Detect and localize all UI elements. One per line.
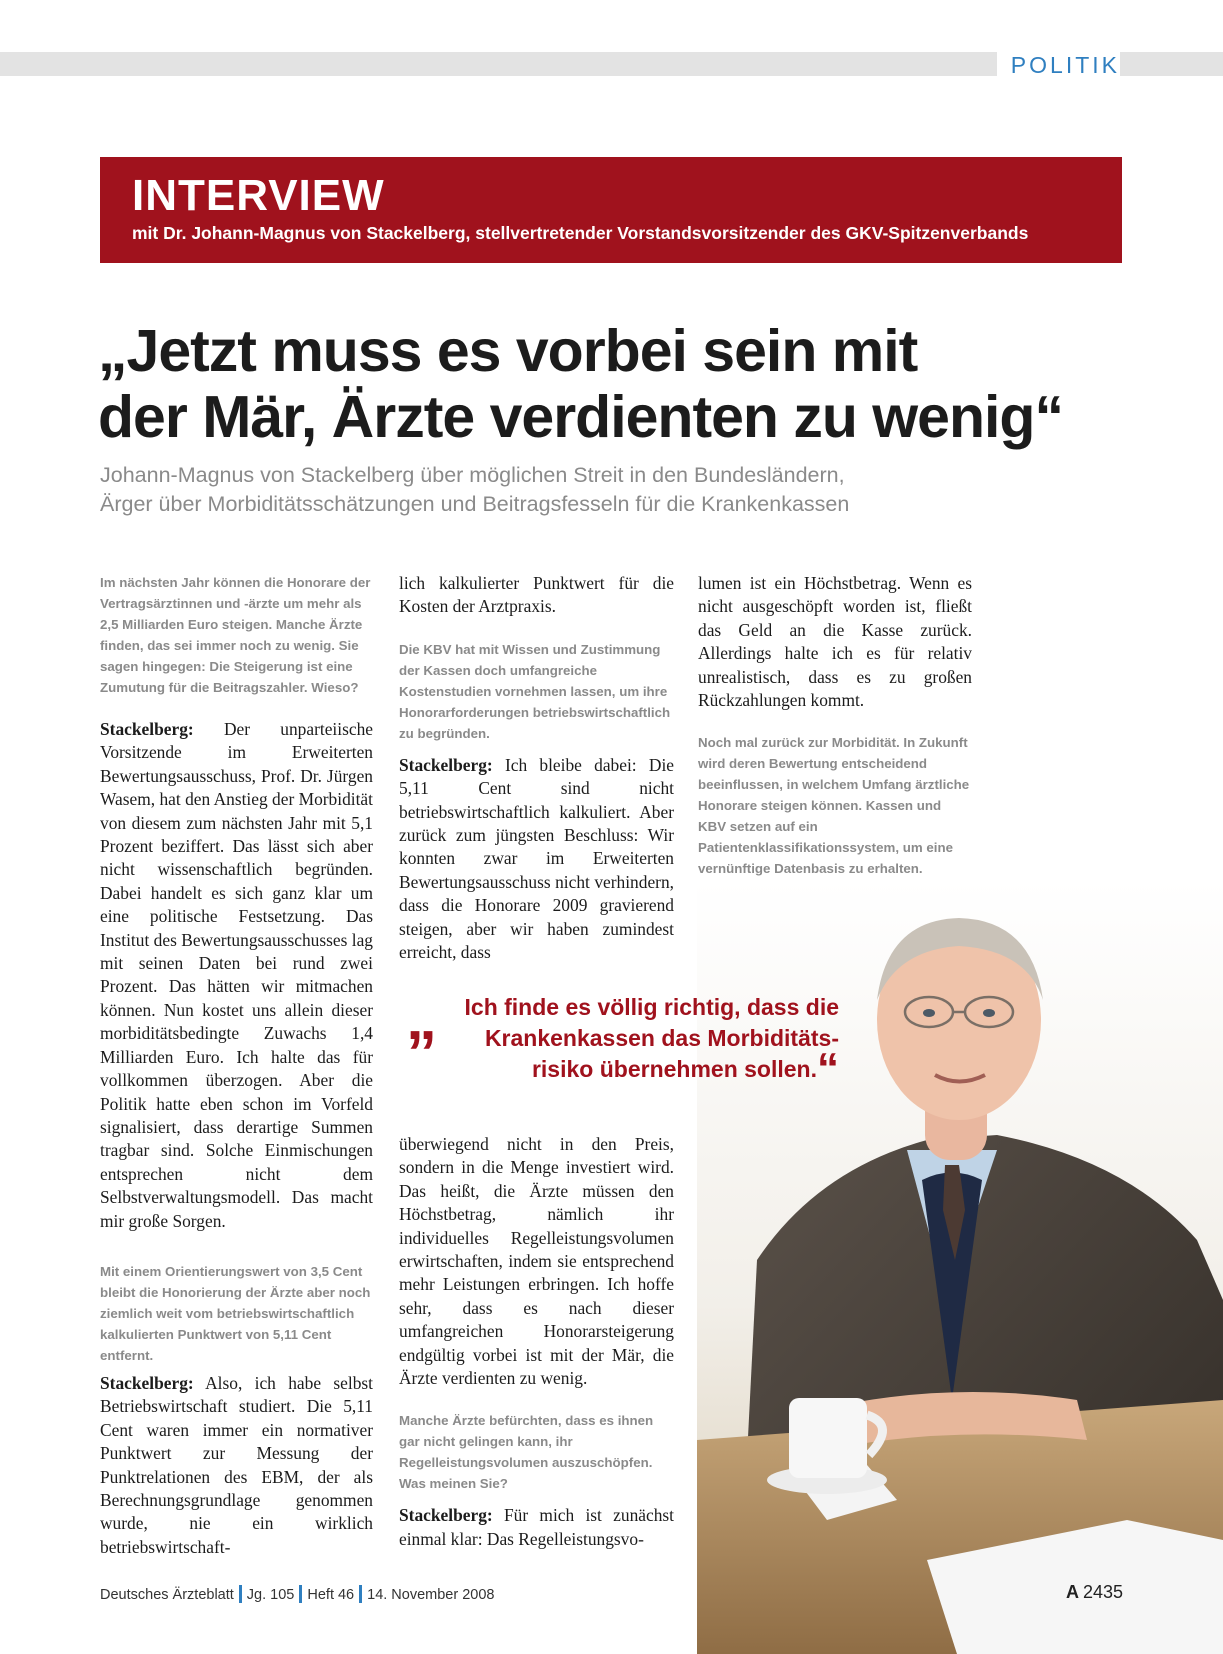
article-column-2 — [399, 572, 674, 964]
answer — [399, 754, 674, 965]
page-prefix: A — [1065, 1582, 1079, 1602]
question: Manche Ärzte befürchten, dass es ihnen gar nicht gelingen kann, ihr Regelleistungsvolumen auszuschöpfen. Was meinen Sie? — [399, 1413, 654, 1492]
answer-text: Ich bleibe dabei: Die 5,11 Cent sind nicht betriebswirtschaftlich kalkuliert. Aber zurück zum jüngsten Beschluss: Wir konnten zwar im Erweiterten Bewertungsausschuss nicht verhindern, dass die Honorare 2009 gravierend steigen, aber wir haben zumindest erreicht, dass — [399, 754, 674, 963]
headline-line-1: „Jetzt muss es vorbei sein mit — [98, 318, 918, 384]
footer-separator — [359, 1585, 362, 1603]
journal-volume: Jg. 105 — [246, 1587, 295, 1603]
interview-banner — [100, 157, 1122, 263]
banner-title: INTERVIEW — [132, 171, 385, 220]
article-column-2-continued — [399, 1133, 674, 1551]
page-number-value: 2435 — [1082, 1582, 1123, 1602]
question: Die KBV hat mit Wissen und Zustimmung der Kassen doch umfangreiche Kostenstudien vornehmen lassen, um ihre Honorarforderungen betriebswirtschaftlich zu begründen. — [399, 641, 671, 741]
answer-text: Also, ich habe selbst Betriebswirtschaft studiert. Die 5,11 Cent waren immer ein normativer Punktwert zur Messung der Punktrelationen des EBM, der als Berechnungsgrundlage genommen wurde, nie ein wirklich betriebswirtschaft- — [100, 1372, 374, 1557]
question: Im nächsten Jahr können die Honorare der Vertragsärztinnen und -ärzte um mehr als 2,5 Milliarden Euro steigen. Manche Ärzte finden, das sei immer noch zu wenig. Sie sagen hingegen: Die Steigerung ist eine Zumutung für die Beitragszahler. Wieso? — [100, 575, 371, 695]
answer — [100, 718, 373, 1233]
speaker-label: Stackelberg: — [399, 754, 493, 775]
question: Noch mal zurück zur Morbidität. In Zukunft wird deren Bewertung entscheidend beeinflussen, in welchem Umfang ärztliche Honorare steigen können. Kassen und KBV setzen auf ein Patientenklassifikationssystem, um eine vernünftige Datenbasis zu erhalten. — [698, 735, 970, 877]
answer — [399, 1504, 674, 1551]
banner-subtitle: mit Dr. Johann-Magnus von Stackelberg, stellvertretender Vorstandsvorsitzender des GKV-Spitzenverbands — [132, 223, 1029, 243]
answer — [100, 1372, 373, 1559]
answer-text: Für mich ist zunächst einmal klar: Das Regelleistungsvo- — [399, 1505, 674, 1549]
speaker-label: Stackelberg: — [100, 719, 194, 739]
pull-quote-open-mark: „ — [406, 984, 437, 1053]
pull-quote-line-1: Ich finde es völlig richtig, dass die — [464, 994, 839, 1020]
journal-issue: Heft 46 — [307, 1587, 355, 1603]
page-number — [1066, 1582, 1123, 1603]
subheadline — [100, 461, 1120, 519]
section-label: POLITIK — [997, 52, 1120, 76]
article-column-1 — [100, 572, 373, 1559]
footer-citation — [100, 1585, 494, 1603]
answer-text: Der unparteiische Vorsitzende im Erweiterten Bewertungsausschuss, Prof. Dr. Jürgen Wasem, hat den Anstieg der Morbidität von diesem zum nächsten Jahr mit 5,1 Prozent beziffert. Das lässt sich aber nicht wissenschaftlich begründen. Dabei handelt es sich ganz klar um eine politische Festsetzung. Das Institut des Bewertungsausschusses lag mit seinen Daten bei rund zwei Prozent. Das hätten wir mitmachen können. Nun kostet uns allein dieser morbiditätsbedingte Zuwachs 1,4 Milliarden Euro. Ich halte das für vollkommen überzogen. Aber die Politik hatte eben schon im Vorfeld signalisiert, dass derartige Summen tragbar sind. Solche Einmischungen entsprechen nicht dem Selbstverwaltungsmodell. Das macht mir große Sorgen. — [100, 719, 373, 1231]
pull-quote-line-3-text: risiko übernehmen sollen. — [531, 1056, 817, 1082]
pull-quote — [402, 984, 839, 1093]
question: Mit einem Orientierungswert von 3,5 Cent bleibt die Honorierung der Ärzte aber noch ziemlich weit vom betriebswirtschaftlich kalkulierten Punktwert von 5,11 Cent entfernt. — [100, 1263, 371, 1363]
body-text: lich kalkulierter Punktwert für die Kosten der Arztpraxis. — [399, 573, 674, 617]
journal-date: 14. November 2008 — [367, 1587, 495, 1603]
pull-quote-line-3 — [402, 1044, 839, 1093]
headline-line-2: der Mär, Ärzte verdienten zu wenig“ — [98, 384, 1063, 450]
footer-separator — [239, 1585, 242, 1603]
body-text: überwiegend nicht in den Preis, sondern in die Menge investiert wird. Das heißt, die Ärzte müssen den Höchstbetrag, nämlich ihr individuelles Regelleistungsvolumen erwirtschaften, indem sie entsprechend mehr Leistungen erbringen. Ich hoffe sehr, dass es nach dieser umfangreichen Honorarsteigerung endgültig vorbei ist mit der Mär, die Ärzte verdienten zu wenig. — [399, 1134, 674, 1389]
speaker-label: Stackelberg: — [100, 1372, 194, 1393]
journal-name: Deutsches Ärzteblatt — [100, 1587, 234, 1603]
headline — [98, 318, 1108, 450]
pull-quote-line-2: Krankenkassen das Morbiditäts- — [484, 1025, 839, 1051]
subheadline-line-1: Johann-Magnus von Stackelberg über möglichen Streit in den Bundesländern, — [100, 463, 845, 487]
subheadline-line-2: Ärger über Morbiditätsschätzungen und Beitragsfesseln für die Krankenkassen — [100, 492, 850, 516]
pull-quote-close-mark: “ — [817, 1044, 839, 1093]
body-text: lumen ist ein Höchstbetrag. Wenn es nicht ausgeschöpft worden ist, fließt das Geld an die Kasse zurück. Allerdings halte ich es für relativ unrealistisch, dass es zu großen Rückzahlungen kommt. — [698, 573, 972, 711]
footer-separator — [299, 1585, 302, 1603]
speaker-label: Stackelberg: — [399, 1505, 493, 1526]
